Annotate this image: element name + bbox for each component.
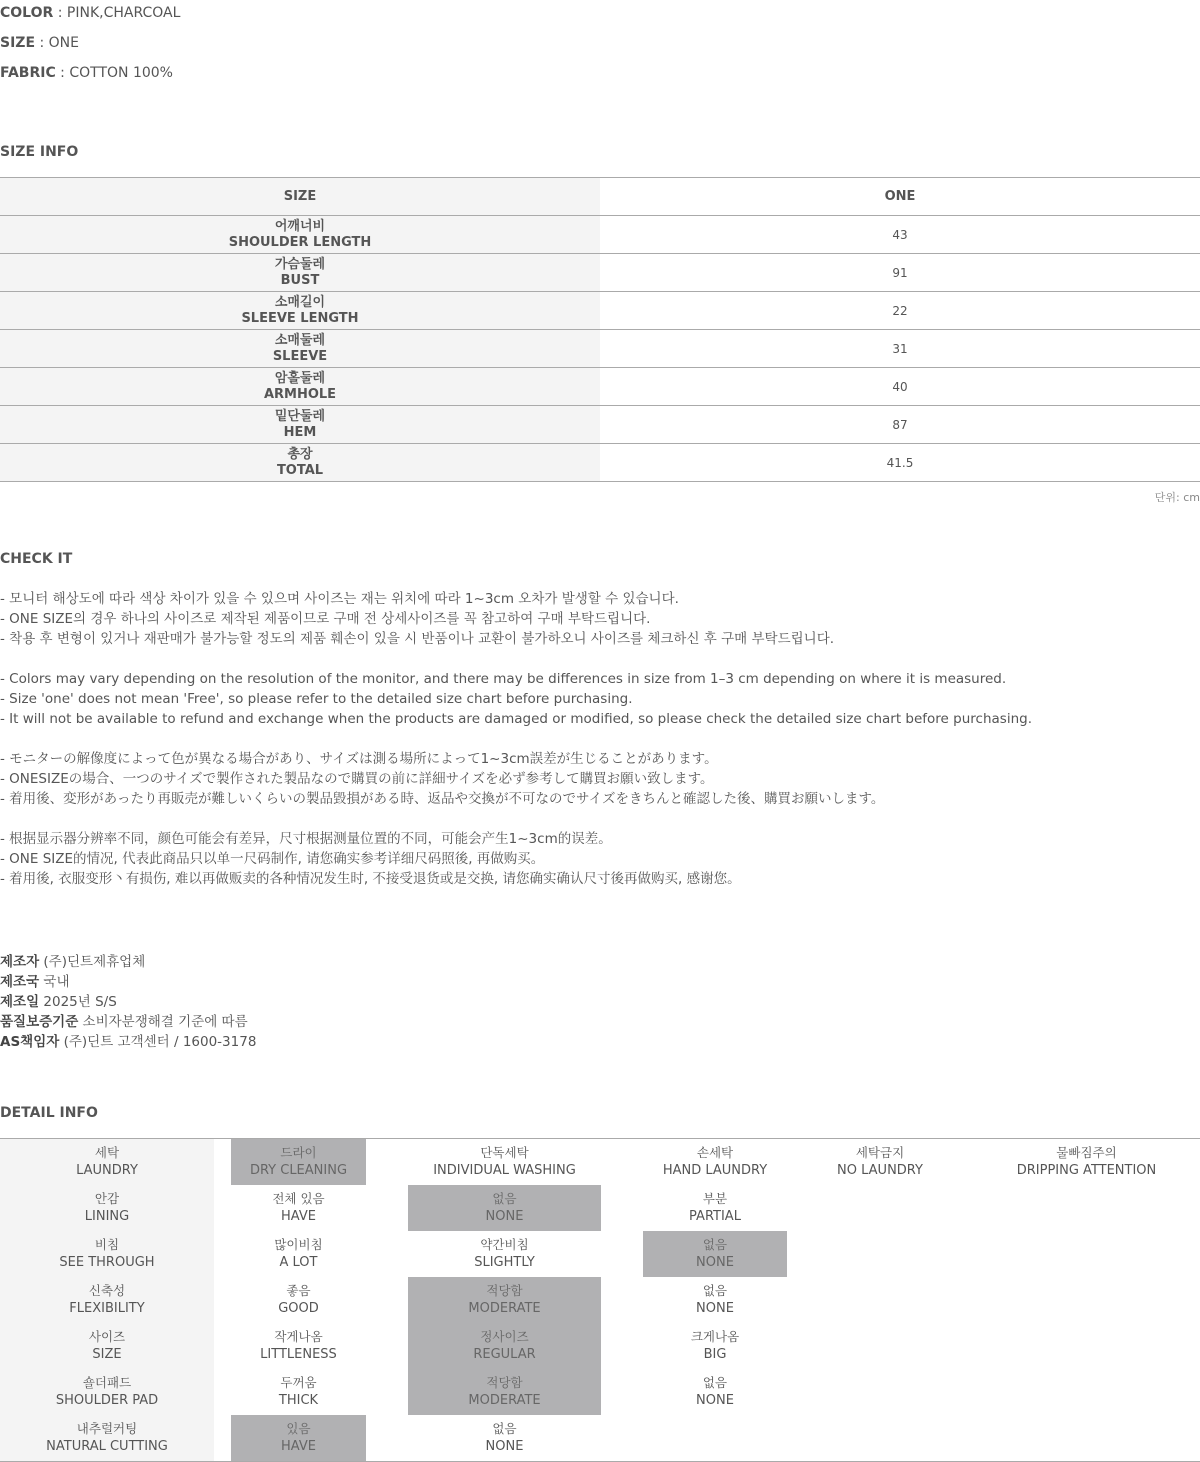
empty-cell xyxy=(601,1369,643,1415)
notice-line: - 착용 후 변형이 있거나 재판매가 불가능할 정도의 제품 훼손이 있을 시 반품이나 교환이 불가하오니 사이즈를 체크하신 후 구매 부탁드립니다. xyxy=(0,631,835,647)
detail-option-selected xyxy=(408,1323,601,1369)
empty-cell xyxy=(973,1415,1200,1462)
spacer xyxy=(214,1139,231,1186)
empty-cell xyxy=(787,1415,973,1462)
detail-option xyxy=(643,1185,787,1231)
maker-value: (주)딘트제휴업체 xyxy=(39,954,146,970)
option-en: NO LAUNDRY xyxy=(837,1163,923,1178)
maker-value: 소비자분쟁해결 기준에 따름 xyxy=(78,1014,248,1030)
maker-value: 국내 xyxy=(39,974,70,990)
option-ko: 크게나옴 xyxy=(690,1329,740,1344)
detail-option-cell xyxy=(408,1139,601,1186)
detail-label-ko: 안감 xyxy=(94,1191,120,1206)
detail-option-cell xyxy=(643,1139,787,1186)
spec-size xyxy=(0,35,79,51)
detail-option-cell xyxy=(231,1277,366,1323)
detail-row-label xyxy=(0,1185,214,1231)
option-ko: 많이비침 xyxy=(274,1237,323,1252)
detail-option-cell xyxy=(408,1231,601,1277)
detail-option-cell xyxy=(643,1185,787,1231)
empty-cell xyxy=(366,1231,408,1277)
notice-line: - 着用後, 衣服变形丶有损伤, 难以再做贩卖的各种情况发生时, 不接受退货或是交换, 请您确实确认尺寸後再做购买, 感谢您。 xyxy=(0,871,741,887)
option-en: THICK xyxy=(278,1393,319,1408)
option-ko: 없음 xyxy=(702,1375,728,1390)
measure-en: BUST xyxy=(280,272,320,288)
detail-row-label xyxy=(0,1139,214,1186)
spec-value: : PINK,CHARCOAL xyxy=(53,5,181,21)
option-ko: 손세탁 xyxy=(696,1145,734,1160)
detail-label-en: LINING xyxy=(84,1209,130,1224)
notice-english xyxy=(0,669,1032,729)
detail-info-title: DETAIL INFO xyxy=(0,1105,98,1121)
option-en: DRIPPING ATTENTION xyxy=(1016,1163,1157,1178)
empty-cell xyxy=(787,1277,973,1323)
table-row xyxy=(0,216,1200,254)
detail-label-en: SEE THROUGH xyxy=(59,1255,155,1270)
maker-country xyxy=(0,970,70,990)
empty-cell xyxy=(973,1185,1200,1231)
option-ko: 세탁금지 xyxy=(855,1145,905,1160)
table-row xyxy=(0,368,1200,406)
measure-label xyxy=(0,330,600,368)
option-en: MODERATE xyxy=(468,1301,541,1316)
measure-ko: 밑단둘레 xyxy=(274,408,326,424)
measure-ko: 소매둘레 xyxy=(274,332,326,348)
table-row xyxy=(0,330,1200,368)
detail-row xyxy=(0,1139,1200,1186)
detail-option xyxy=(643,1323,787,1369)
detail-label-ko: 비침 xyxy=(94,1237,120,1252)
maker-key: AS책임자 xyxy=(0,1034,60,1050)
measure-value: 22 xyxy=(600,292,1200,330)
option-en: PARTIAL xyxy=(689,1209,741,1224)
size-header-value: ONE xyxy=(600,178,1200,216)
spec-key: SIZE xyxy=(0,35,36,51)
option-ko: 좋음 xyxy=(286,1283,311,1298)
option-en: HAVE xyxy=(281,1209,316,1224)
option-en: BIG xyxy=(703,1347,727,1362)
empty-cell xyxy=(366,1185,408,1231)
measure-ko: 어깨너비 xyxy=(274,218,326,234)
notice-line: - ONE SIZE的情况, 代表此商品只以单一尺码制作, 请您确实参考详细尺码照後, 再做购买。 xyxy=(0,851,545,867)
detail-row-label xyxy=(0,1323,214,1369)
notice-line: - 모니터 해상도에 따라 색상 차이가 있을 수 있으며 사이즈는 재는 위치에 따라 1~3cm 오차가 발생할 수 있습니다. xyxy=(0,591,679,607)
option-en: NONE xyxy=(696,1255,734,1270)
spacer xyxy=(214,1323,231,1369)
notice-line: - モニターの解像度によって色が異なる場合があり、サイズは測る場所によって1~3cm誤差が生じることがあります。 xyxy=(0,751,718,767)
empty-cell xyxy=(366,1369,408,1415)
notice-line: - It will not be available to refund and exchange when the products are damaged or modified, so please check the detailed size chart before purchasing. xyxy=(0,711,1032,727)
spec-fabric xyxy=(0,65,173,81)
notice-line: - 着用後、変形があったり再販売が難しいくらいの製品毀損がある時、返品や交換が不可なのでサイズをきちんと確認した後、購買お願いします。 xyxy=(0,791,885,807)
detail-label-ko: 신축성 xyxy=(88,1283,126,1298)
measure-label xyxy=(0,444,600,482)
detail-row xyxy=(0,1277,1200,1323)
spec-value: : COTTON 100% xyxy=(55,65,173,81)
option-ko: 부분 xyxy=(702,1191,728,1206)
maker-date xyxy=(0,990,117,1010)
detail-label-en: SHOULDER PAD xyxy=(55,1393,159,1408)
option-ko: 정사이즈 xyxy=(480,1329,529,1344)
detail-option-cell xyxy=(643,1369,787,1415)
empty-cell xyxy=(787,1231,973,1277)
spacer xyxy=(214,1231,231,1277)
detail-label-ko: 내추럴커팅 xyxy=(76,1421,138,1436)
option-en: NONE xyxy=(696,1301,734,1316)
empty-cell xyxy=(973,1231,1200,1277)
empty-cell xyxy=(973,1277,1200,1323)
detail-option-cell xyxy=(231,1323,366,1369)
detail-row-label xyxy=(0,1415,214,1462)
detail-option xyxy=(408,1231,601,1277)
detail-row xyxy=(0,1415,1200,1462)
measure-value: 31 xyxy=(600,330,1200,368)
size-info-title: SIZE INFO xyxy=(0,144,79,160)
option-ko: 없음 xyxy=(492,1191,517,1206)
empty-cell xyxy=(787,1323,973,1369)
option-ko: 있음 xyxy=(286,1421,311,1436)
measure-en: SHOULDER LENGTH xyxy=(228,234,372,250)
detail-option-selected xyxy=(408,1369,601,1415)
measure-value: 87 xyxy=(600,406,1200,444)
option-en: REGULAR xyxy=(473,1347,536,1362)
measure-value: 91 xyxy=(600,254,1200,292)
option-ko: 작게나옴 xyxy=(274,1329,323,1344)
detail-option-selected xyxy=(231,1139,366,1185)
option-en: HAND LAUNDRY xyxy=(662,1163,768,1178)
option-ko: 두꺼움 xyxy=(280,1375,317,1390)
option-ko: 드라이 xyxy=(280,1145,317,1160)
detail-row-label xyxy=(0,1369,214,1415)
table-row xyxy=(0,406,1200,444)
notice-chinese xyxy=(0,829,741,889)
option-en: INDIVIDUAL WASHING xyxy=(433,1163,576,1178)
detail-option-cell xyxy=(231,1369,366,1415)
spec-key: COLOR xyxy=(0,5,54,21)
spacer xyxy=(214,1415,231,1462)
detail-label-en: FLEXIBILITY xyxy=(69,1301,145,1316)
empty-cell xyxy=(601,1323,643,1369)
unit-label: 단위: cm xyxy=(1154,491,1200,504)
notice-korean xyxy=(0,589,834,649)
detail-option-cell xyxy=(408,1415,601,1462)
detail-option-cell xyxy=(643,1277,787,1323)
detail-option-cell xyxy=(231,1231,366,1277)
detail-option xyxy=(231,1323,366,1369)
measure-value: 43 xyxy=(600,216,1200,254)
detail-option-selected xyxy=(408,1185,601,1231)
detail-option-selected xyxy=(643,1231,787,1277)
maker-value: (주)딘트 고객센터 / 1600-3178 xyxy=(59,1034,257,1050)
check-it-title: CHECK IT xyxy=(0,551,73,567)
detail-option xyxy=(231,1369,366,1415)
option-en: MODERATE xyxy=(468,1393,541,1408)
size-table xyxy=(0,177,1200,482)
detail-row xyxy=(0,1231,1200,1277)
option-ko: 적당함 xyxy=(486,1283,523,1298)
maker-manufacturer xyxy=(0,950,145,970)
empty-cell xyxy=(366,1415,408,1462)
detail-option xyxy=(973,1139,1200,1185)
measure-value: 41.5 xyxy=(600,444,1200,482)
maker-key: 제조국 xyxy=(0,974,40,990)
measure-ko: 가슴둘레 xyxy=(274,256,326,272)
measure-ko: 암홀둘레 xyxy=(274,370,326,386)
detail-label-ko: 세탁 xyxy=(94,1145,120,1160)
measure-value: 40 xyxy=(600,368,1200,406)
empty-cell xyxy=(601,1185,643,1231)
detail-row xyxy=(0,1185,1200,1231)
option-en: HAVE xyxy=(281,1439,316,1454)
detail-option-cell xyxy=(408,1277,601,1323)
measure-en: ARMHOLE xyxy=(263,386,337,402)
spacer xyxy=(214,1185,231,1231)
measure-ko: 총장 xyxy=(287,446,313,462)
notice-japanese xyxy=(0,749,884,809)
option-en: DRY CLEANING xyxy=(249,1163,348,1178)
measure-en: TOTAL xyxy=(276,462,324,478)
empty-cell xyxy=(787,1369,973,1415)
table-row xyxy=(0,254,1200,292)
detail-option-cell xyxy=(408,1369,601,1415)
option-en: NONE xyxy=(485,1439,524,1454)
detail-option xyxy=(231,1231,366,1277)
option-ko: 없음 xyxy=(702,1283,728,1298)
detail-row-label xyxy=(0,1231,214,1277)
detail-option-cell xyxy=(231,1415,366,1462)
detail-option xyxy=(408,1415,601,1461)
spec-color xyxy=(0,5,180,21)
spacer xyxy=(214,1277,231,1323)
measure-en: SLEEVE xyxy=(272,348,328,364)
option-ko: 없음 xyxy=(492,1421,517,1436)
measure-en: SLEEVE LENGTH xyxy=(241,310,359,326)
empty-cell xyxy=(973,1369,1200,1415)
measure-ko: 소매길이 xyxy=(274,294,326,310)
detail-option-cell xyxy=(787,1139,973,1186)
detail-label-en: LAUNDRY xyxy=(76,1163,138,1178)
option-ko: 단독세탁 xyxy=(480,1145,529,1160)
detail-option-cell xyxy=(973,1139,1200,1186)
notice-line: - ONESIZEの場合、一つのサイズで製作された製品なので購買の前に詳細サイズを必ず参考して購買お願い致します。 xyxy=(0,771,714,787)
detail-label-ko: 숄더패드 xyxy=(82,1375,132,1390)
detail-option-cell xyxy=(231,1185,366,1231)
option-en: GOOD xyxy=(278,1301,319,1316)
detail-row-label xyxy=(0,1277,214,1323)
notice-line: - ONE SIZE의 경우 하나의 사이즈로 제작된 제품이므로 구매 전 상세사이즈를 꼭 참고하여 구매 부탁드립니다. xyxy=(0,611,651,627)
option-ko: 적당함 xyxy=(486,1375,523,1390)
detail-row xyxy=(0,1369,1200,1415)
empty-cell xyxy=(601,1415,643,1462)
option-en: LITTLENESS xyxy=(260,1347,337,1362)
measure-label xyxy=(0,254,600,292)
spec-key: FABRIC xyxy=(0,65,56,81)
spec-value: : ONE xyxy=(35,35,79,51)
option-ko: 약간비침 xyxy=(480,1237,529,1252)
detail-option xyxy=(643,1139,787,1185)
detail-option-selected xyxy=(231,1415,366,1461)
detail-option-cell xyxy=(408,1185,601,1231)
maker-as xyxy=(0,1030,256,1050)
detail-option xyxy=(787,1139,973,1185)
detail-option-selected xyxy=(408,1277,601,1323)
maker-key: 제조일 xyxy=(0,994,40,1010)
size-table-header xyxy=(0,178,1200,216)
detail-option-cell xyxy=(408,1323,601,1369)
empty-cell xyxy=(366,1323,408,1369)
detail-option xyxy=(231,1277,366,1323)
measure-label xyxy=(0,292,600,330)
measure-label xyxy=(0,216,600,254)
detail-option xyxy=(643,1277,787,1323)
option-en: A LOT xyxy=(279,1255,318,1270)
empty-cell xyxy=(643,1415,787,1462)
empty-cell xyxy=(366,1277,408,1323)
detail-option xyxy=(408,1139,601,1185)
size-header-label: SIZE xyxy=(0,178,600,216)
detail-option xyxy=(643,1369,787,1415)
option-en: NONE xyxy=(696,1393,734,1408)
empty-cell xyxy=(601,1231,643,1277)
option-en: SLIGHTLY xyxy=(474,1255,535,1270)
table-row xyxy=(0,292,1200,330)
measure-label xyxy=(0,368,600,406)
detail-label-en: NATURAL CUTTING xyxy=(46,1439,168,1454)
notice-line: - 根据显示器分辨率不同，颜色可能会有差异，尺寸根据测量位置的不同，可能会产生1~3cm的误差。 xyxy=(0,831,612,847)
measure-label xyxy=(0,406,600,444)
measure-en: HEM xyxy=(283,424,317,440)
option-ko: 물빠짐주의 xyxy=(1056,1145,1117,1160)
maker-key: 품질보증기준 xyxy=(0,1014,79,1030)
detail-row xyxy=(0,1323,1200,1369)
notice-line: - Size 'one' does not mean 'Free', so please refer to the detailed size chart before purchasing. xyxy=(0,691,633,707)
detail-table xyxy=(0,1138,1200,1462)
detail-label-en: SIZE xyxy=(92,1347,122,1362)
spacer xyxy=(214,1369,231,1415)
detail-option-cell xyxy=(231,1139,366,1186)
option-ko: 전체 있음 xyxy=(272,1191,325,1206)
detail-option-cell xyxy=(643,1231,787,1277)
detail-option-cell xyxy=(643,1323,787,1369)
empty-cell xyxy=(601,1277,643,1323)
detail-label-ko: 사이즈 xyxy=(88,1329,126,1344)
option-en: NONE xyxy=(485,1209,524,1224)
notice-line: - Colors may vary depending on the resolution of the monitor, and there may be differences in size from 1–3 cm depending on where it is measured. xyxy=(0,671,1007,687)
table-row xyxy=(0,444,1200,482)
detail-option xyxy=(231,1185,366,1231)
maker-value: 2025년 S/S xyxy=(39,994,117,1010)
empty-cell xyxy=(787,1185,973,1231)
option-ko: 없음 xyxy=(702,1237,728,1252)
maker-key: 제조자 xyxy=(0,954,40,970)
empty-cell xyxy=(973,1323,1200,1369)
maker-quality xyxy=(0,1010,248,1030)
empty-cell xyxy=(601,1139,643,1186)
empty-cell xyxy=(366,1139,408,1186)
